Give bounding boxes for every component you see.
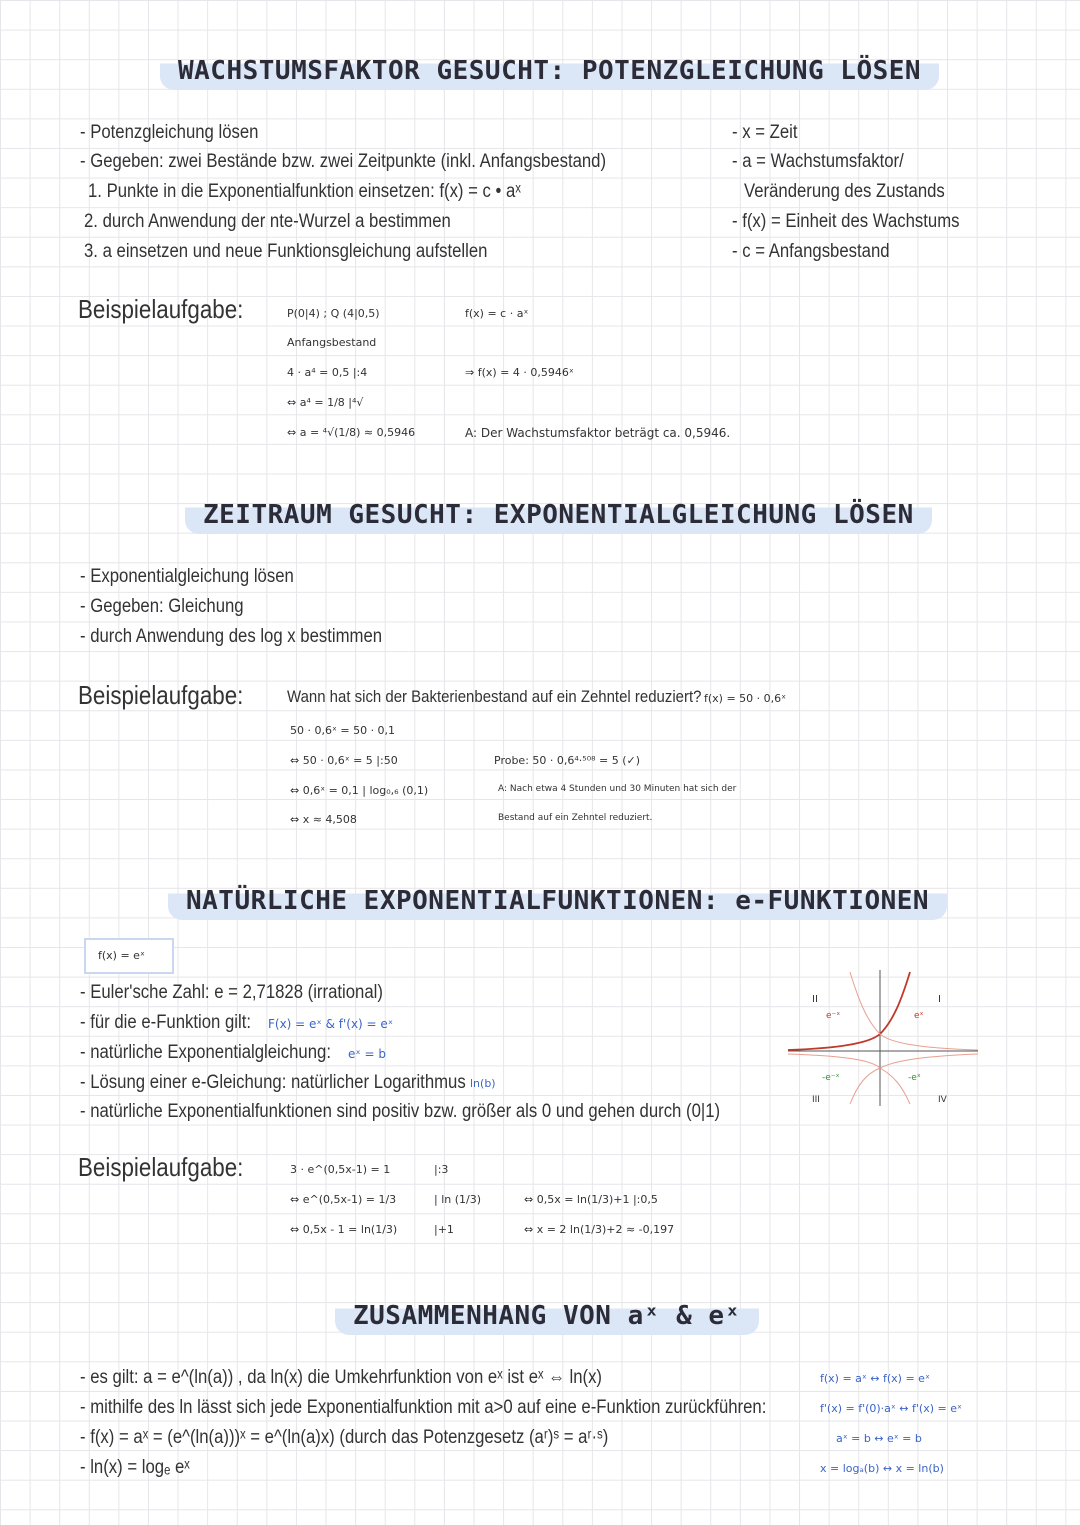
s1-formula: f(x) = c · aˣ	[465, 307, 529, 320]
graph-label-iii: III	[812, 1095, 820, 1105]
s2-func: f(x) = 50 · 0,6ˣ	[704, 692, 787, 705]
s3-work-left-2: ⇔ e^(0,5x-1) = 1/3	[290, 1193, 397, 1206]
s2-bullet-3: - durch Anwendung des log x bestimmen	[80, 626, 383, 647]
s4-right-2: f'(x) = f'(0)·aˣ ↔ f'(x) = eˣ	[820, 1402, 962, 1415]
s4-right-3: aˣ = b ↔ eˣ = b	[836, 1432, 922, 1445]
s1-legend-5: - c = Anfangsbestand	[732, 241, 890, 262]
s4-right-1: f(x) = aˣ ↔ f(x) = eˣ	[820, 1372, 930, 1385]
s3-eq: eˣ = b	[348, 1047, 387, 1061]
s1-bullet-2: - Gegeben: zwei Bestände bzw. zwei Zeitpunkte (inkl. Anfangsbestand)	[80, 151, 607, 172]
s1-work-points: P(0|4) ; Q (4|0,5)	[287, 307, 380, 320]
curve-minus-e-x	[788, 1054, 910, 1104]
s3-work-mid-3: |+1	[434, 1223, 454, 1236]
graph-label-iv: IV	[938, 1095, 947, 1105]
s2-probe: Probe: 50 · 0,6⁴·⁵⁰⁸ = 5 (✓)	[494, 754, 641, 767]
s3-work-right-2: ⇔ x = 2 ln(1/3)+2 ≈ -0,197	[524, 1223, 675, 1236]
graph-label-ii: II	[812, 994, 818, 1005]
s3-work-mid-2: | ln (1/3)	[434, 1193, 482, 1206]
s3-work-mid-1: |:3	[434, 1163, 449, 1176]
graph-label-minus-e-minus-x: -e⁻ˣ	[822, 1073, 840, 1083]
s4-right-4: x = logₐ(b) ↔ x = ln(b)	[820, 1462, 944, 1475]
section-title-zusammenhang: ZUSAMMENHANG VON aˣ & eˣ	[335, 1297, 759, 1335]
section-title-e-funktionen: NATÜRLICHE EXPONENTIALFUNKTIONEN: e-FUNKTIONEN	[168, 882, 947, 920]
s1-bullet-5: 3. a einsetzen und neue Funktionsgleichung aufstellen	[84, 241, 488, 262]
s3-bullet-1: - Euler'sche Zahl: e = 2,71828 (irrational)	[80, 982, 383, 1003]
s1-legend-1: - x = Zeit	[732, 122, 798, 143]
graph-label-e-minus-x: e⁻ˣ	[826, 1011, 841, 1021]
s2-example-label: Beispielaufgabe:	[78, 680, 244, 710]
s2-question: Wann hat sich der Bakterienbestand auf ein Zehntel reduziert?	[287, 687, 702, 706]
s1-bullet-4: 2. durch Anwendung der nte-Wurzel a bestimmen	[84, 211, 451, 232]
s3-bullet-4: - Lösung einer e-Gleichung: natürlicher Logarithmus	[80, 1072, 466, 1093]
s3-rule: F(x) = eˣ & f'(x) = eˣ	[268, 1017, 394, 1031]
efunction-box	[84, 938, 174, 974]
s4-line-1: - es gilt: a = e^(ln(a)) , da ln(x) die Umkehrfunktion von eˣ ist eˣ ⇔ ln(x)	[80, 1367, 603, 1388]
s4-line-3: - f(x) = aˣ = (e^(ln(a)))ˣ = e^(ln(a)x) (durch das Potenzgesetz (aʳ)ˢ = aʳ·ˢ)	[80, 1427, 609, 1448]
s2-answer-1: A: Nach etwa 4 Stunden und 30 Minuten hat sich der	[498, 784, 737, 794]
s1-result: ⇒ f(x) = 4 · 0,5946ˣ	[465, 366, 574, 379]
s2-work-line3: ⇔ 0,6ˣ = 0,1 | log₀,₆ (0,1)	[290, 784, 429, 797]
s3-example-label: Beispielaufgabe:	[78, 1152, 244, 1182]
s3-bullet-3: - natürliche Exponentialgleichung:	[80, 1042, 331, 1063]
s2-answer-2: Bestand auf ein Zehntel reduziert.	[498, 813, 653, 823]
efunction-graph	[786, 968, 980, 1108]
s2-work-line4: ⇔ x ≈ 4,508	[290, 813, 357, 826]
s1-bullet-1: - Potenzgleichung lösen	[80, 122, 259, 143]
s1-work-line2: ⇔ a⁴ = 1/8 |⁴√	[287, 396, 364, 409]
s1-answer: A: Der Wachstumsfaktor beträgt ca. 0,5946.	[465, 426, 731, 440]
graph-label-e-x: eˣ	[914, 1011, 924, 1021]
s3-work-right-1: ⇔ 0,5x = ln(1/3)+1 |:0,5	[524, 1193, 658, 1206]
s3-work-left-1: 3 · e^(0,5x-1) = 1	[290, 1163, 391, 1176]
s3-ln: ln(b)	[470, 1077, 496, 1090]
s4-line-2: - mithilfe des ln lässt sich jede Exponentialfunktion mit a>0 auf eine e-Funktion zurückführen:	[80, 1397, 767, 1418]
s3-bullet-2: - für die e-Funktion gilt:	[80, 1012, 251, 1033]
s3-bullet-5: - natürliche Exponentialfunktionen sind positiv bzw. größer als 0 und gehen durch (0|1)	[80, 1101, 721, 1122]
s1-work-line1: 4 · a⁴ = 0,5 |:4	[287, 366, 368, 379]
section-title-wachstumsfaktor: WACHSTUMSFAKTOR GESUCHT: POTENZGLEICHUNG LÖSEN	[160, 52, 939, 90]
s2-work-line1: 50 · 0,6ˣ = 50 · 0,1	[290, 724, 396, 737]
s1-example-label: Beispielaufgabe:	[78, 294, 244, 324]
s1-work-line3: ⇔ a = ⁴√(1/8) ≈ 0,5946	[287, 426, 416, 439]
curve-e-x	[788, 972, 910, 1050]
s4-line-4: - ln(x) = logₑ eˣ	[80, 1457, 190, 1478]
s2-bullet-1: - Exponentialgleichung lösen	[80, 566, 294, 587]
section-title-zeitraum: ZEITRAUM GESUCHT: EXPONENTIALGLEICHUNG LÖSEN	[185, 496, 932, 534]
s1-legend-3: Veränderung des Zustands	[744, 181, 945, 202]
s1-work-anfang: Anfangsbestand	[287, 336, 377, 349]
graph-label-minus-e-x: -eˣ	[908, 1073, 921, 1083]
s1-legend-2: - a = Wachstumsfaktor/	[732, 151, 904, 172]
graph-label-i: I	[938, 994, 941, 1005]
s1-legend-4: - f(x) = Einheit des Wachstums	[732, 211, 960, 232]
s1-bullet-3: 1. Punkte in die Exponentialfunktion einsetzen: f(x) = c • aˣ	[88, 181, 521, 202]
efunction-box-text: f(x) = eˣ	[98, 949, 145, 962]
s2-bullet-2: - Gegeben: Gleichung	[80, 596, 244, 617]
s2-work-line2: ⇔ 50 · 0,6ˣ = 5 |:50	[290, 754, 398, 767]
s3-work-left-3: ⇔ 0,5x - 1 = ln(1/3)	[290, 1223, 398, 1236]
